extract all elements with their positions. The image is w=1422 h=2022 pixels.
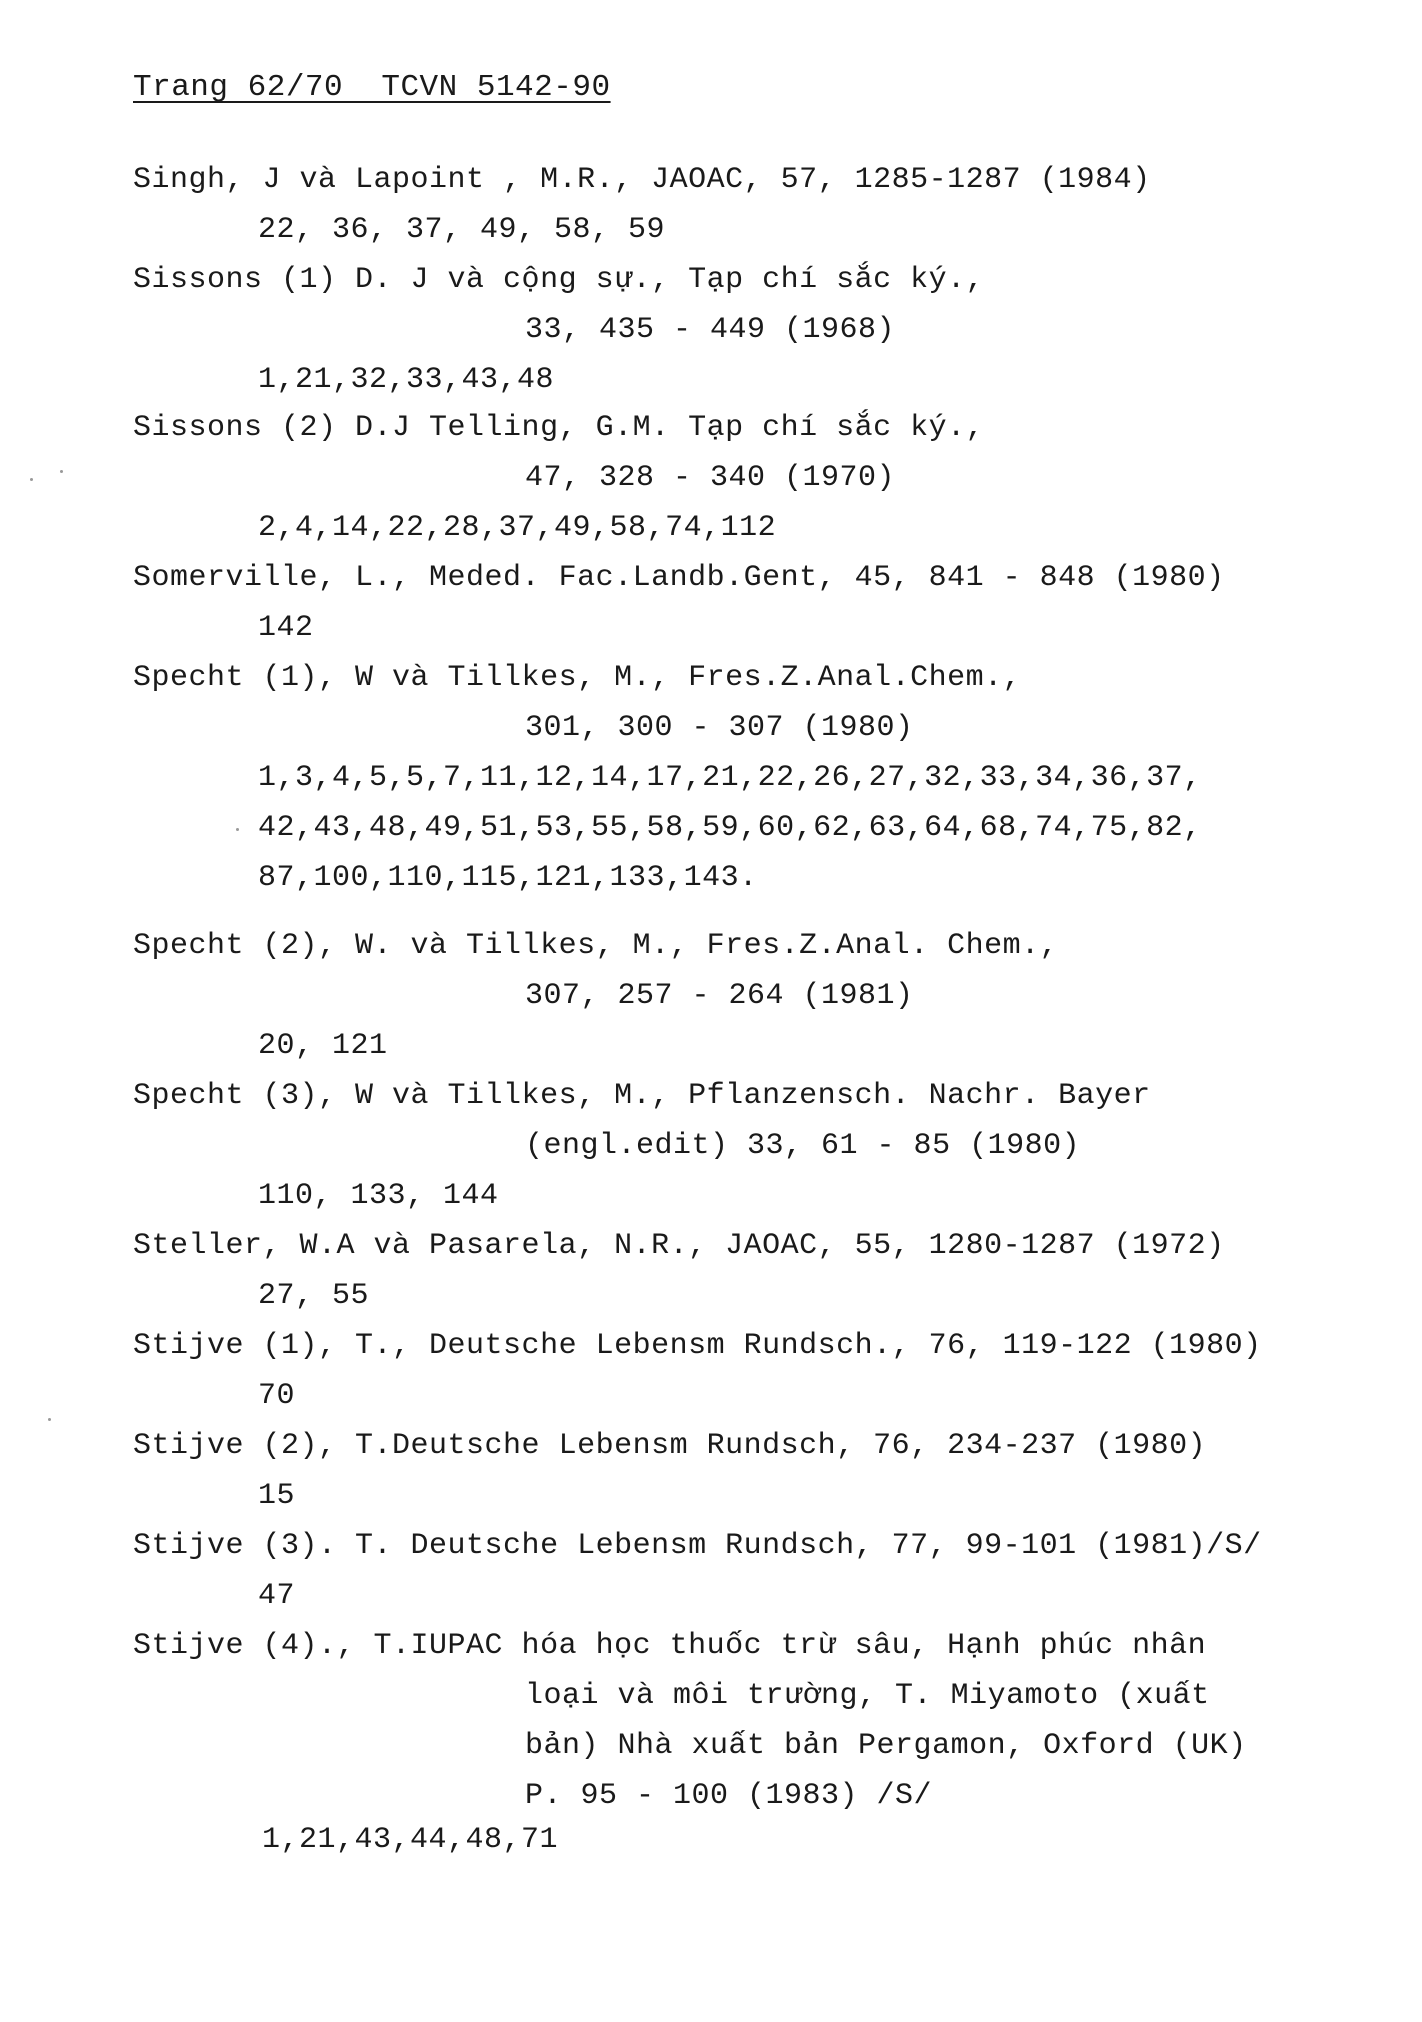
reference-page-numbers: 110, 133, 144 bbox=[258, 1179, 499, 1213]
scan-speck bbox=[48, 1418, 51, 1421]
reference-entry-line: 47, 328 - 340 (1970) bbox=[525, 461, 896, 495]
reference-page-numbers: 1,21,43,44,48,71 bbox=[262, 1823, 559, 1857]
scan-speck bbox=[236, 828, 239, 831]
reference-entry-line: P. 95 - 100 (1983) /S/ bbox=[525, 1779, 933, 1813]
reference-page-numbers: 22, 36, 37, 49, 58, 59 bbox=[258, 213, 666, 247]
reference-entry-line: 33, 435 - 449 (1968) bbox=[525, 313, 896, 347]
reference-entry-line: Stijve (4)., T.IUPAC hóa học thuốc trừ sâu, Hạnh phúc nhân bbox=[133, 1629, 1207, 1663]
scan-speck bbox=[60, 470, 63, 473]
reference-entry-line: Sissons (1) D. J và cộng sự., Tạp chí sắc ký., bbox=[133, 263, 985, 297]
reference-page-numbers: 1,3,4,5,5,7,11,12,14,17,21,22,26,27,32,33,34,36,37, bbox=[258, 761, 1202, 795]
reference-page-numbers: 42,43,48,49,51,53,55,58,59,60,62,63,64,68,74,75,82, bbox=[258, 811, 1202, 845]
reference-entry-line: 307, 257 - 264 (1981) bbox=[525, 979, 914, 1013]
reference-entry-line: Sissons (2) D.J Telling, G.M. Tạp chí sắc ký., bbox=[133, 411, 985, 445]
reference-entry-line: 301, 300 - 307 (1980) bbox=[525, 711, 914, 745]
reference-entry-line: Specht (1), W và Tillkes, M., Fres.Z.Anal.Chem., bbox=[133, 661, 1022, 695]
reference-entry-line: loại và môi trường, T. Miyamoto (xuất bbox=[525, 1679, 1210, 1713]
reference-entry-line: Stijve (2), T.Deutsche Lebensm Rundsch, 76, 234-237 (1980) bbox=[133, 1429, 1207, 1463]
reference-page-numbers: 20, 121 bbox=[258, 1029, 388, 1063]
reference-entry-line: Specht (2), W. và Tillkes, M., Fres.Z.Anal. Chem., bbox=[133, 929, 1059, 963]
reference-entry-line: Stijve (3). T. Deutsche Lebensm Rundsch, 77, 99-101 (1981)/S/ bbox=[133, 1529, 1262, 1563]
reference-page-numbers: 142 bbox=[258, 611, 314, 645]
reference-entry-line: Stijve (1), T., Deutsche Lebensm Rundsch., 76, 119-122 (1980) bbox=[133, 1329, 1262, 1363]
reference-page-numbers: 47 bbox=[258, 1579, 296, 1613]
reference-page-numbers: 2,4,14,22,28,37,49,58,74,112 bbox=[258, 511, 777, 545]
page-header: Trang 62/70 TCVN 5142-90 bbox=[133, 70, 611, 105]
reference-entry-line: (engl.edit) 33, 61 - 85 (1980) bbox=[525, 1129, 1081, 1163]
reference-entry-line: Somerville, L., Meded. Fac.Landb.Gent, 45, 841 - 848 (1980) bbox=[133, 561, 1225, 595]
reference-page-numbers: 1,21,32,33,43,48 bbox=[258, 363, 555, 397]
reference-entry-line: bản) Nhà xuất bản Pergamon, Oxford (UK) bbox=[525, 1729, 1247, 1763]
scan-speck bbox=[30, 478, 33, 481]
reference-page-numbers: 70 bbox=[258, 1379, 296, 1413]
reference-entry-line: Specht (3), W và Tillkes, M., Pflanzensch. Nachr. Bayer bbox=[133, 1079, 1151, 1113]
reference-entry-line: Steller, W.A và Pasarela, N.R., JAOAC, 55, 1280-1287 (1972) bbox=[133, 1229, 1225, 1263]
reference-page-numbers: 87,100,110,115,121,133,143. bbox=[258, 861, 758, 895]
reference-entry-line: Singh, J và Lapoint , M.R., JAOAC, 57, 1285-1287 (1984) bbox=[133, 163, 1151, 197]
reference-page-numbers: 27, 55 bbox=[258, 1279, 370, 1313]
reference-page-numbers: 15 bbox=[258, 1479, 296, 1513]
